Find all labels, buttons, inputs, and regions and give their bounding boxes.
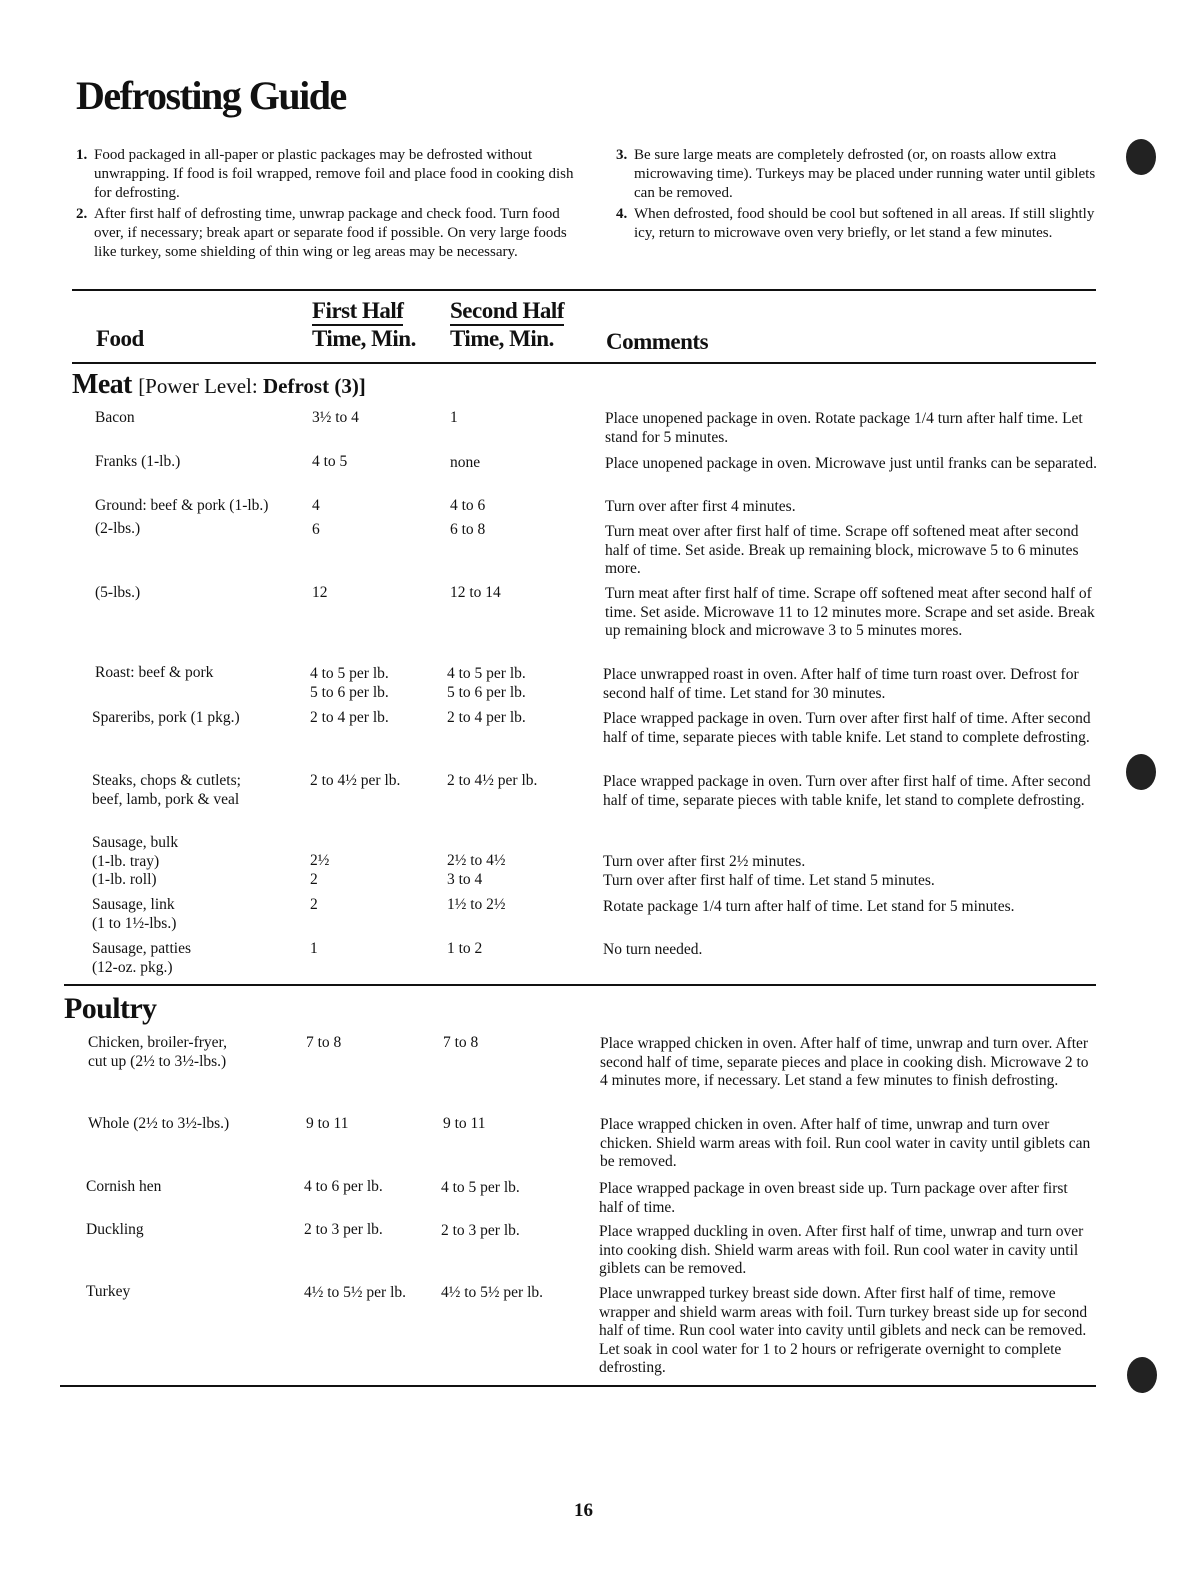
- meat-comment: No turn needed.: [603, 941, 703, 958]
- meat-second-half: 2½ to 4½ 3 to 4: [447, 852, 506, 888]
- poultry-comment: Place wrapped duckling in oven. After first half of time, unwrap and turn over into cooking dish. Shield warm areas with foil. Run cool water in cavity until giblets can be removed.: [599, 1223, 1084, 1277]
- meat-second-half: 2 to 4½ per lb.: [447, 772, 538, 789]
- poultry-food: Chicken, broiler-fryer, cut up (2½ to 3½-lbs.): [88, 1034, 227, 1070]
- poultry-food: Duckling: [86, 1221, 144, 1238]
- meat-second-half: 12 to 14: [450, 584, 501, 601]
- instruction-text: When defrosted, food should be cool but softened in all areas. If still slightly icy, return to microwave oven very briefly, or let stand a few minutes.: [634, 206, 1095, 241]
- meat-food: Steaks, chops & cutlets; beef, lamb, pork & veal: [92, 772, 241, 808]
- instructions-right: [616, 146, 1111, 245]
- meat-food: Spareribs, pork (1 pkg.): [92, 709, 240, 726]
- poultry-comment: Place wrapped package in oven breast side up. Turn package over after first half of time.: [599, 1180, 1068, 1216]
- punch-hole-icon: [1126, 139, 1156, 175]
- power-level: [138, 374, 366, 398]
- divider-rule: [60, 1385, 1096, 1387]
- meat-first-half: 4 to 5: [312, 453, 348, 470]
- meat-first-half: 2½ 2: [310, 852, 330, 888]
- column-header-first-bottom: Time, Min.: [312, 326, 416, 351]
- page-title: Defrosting Guide: [76, 73, 346, 118]
- instruction-item: [616, 146, 1111, 203]
- instruction-number: 4.: [616, 206, 628, 222]
- meat-food: Bacon: [95, 409, 135, 426]
- instruction-number: 1.: [76, 147, 88, 163]
- poultry-first-half: 7 to 8: [306, 1034, 342, 1051]
- poultry-second-half: 2 to 3 per lb.: [441, 1222, 520, 1239]
- meat-comment: Turn over after first 2½ minutes. Turn over after first half of time. Let stand 5 minutes.: [603, 853, 935, 889]
- poultry-first-half: 4 to 6 per lb.: [304, 1178, 383, 1195]
- meat-comment: Place unwrapped roast in oven. After half of time turn roast over. Defrost for second half of time. Let stand for 30 minutes.: [603, 666, 1079, 702]
- meat-second-half: 1: [450, 409, 458, 426]
- meat-second-half: 1½ to 2½: [447, 896, 506, 913]
- divider-rule: [72, 362, 1096, 364]
- poultry-first-half: 2 to 3 per lb.: [304, 1221, 383, 1238]
- column-header-second-top: Second Half: [450, 298, 564, 326]
- meat-food: Sausage, link (1 to 1½-lbs.): [92, 896, 177, 932]
- divider-rule: [72, 289, 1096, 291]
- poultry-comment: Place unwrapped turkey breast side down. After first half of time, remove wrapper and shield warm areas with foil. Turn turkey breast side up for second half of time. Run cool water into cavity until giblets and neck can be removed. Let soak in cool water for 1 to 2 hours or refrigerate overnight to complete defrosting.: [599, 1285, 1088, 1376]
- instruction-number: 3.: [616, 147, 628, 163]
- meat-second-half: 6 to 8: [450, 521, 486, 538]
- instruction-number: 2.: [76, 206, 88, 222]
- meat-first-half: 2 to 4½ per lb.: [310, 772, 401, 789]
- poultry-second-half: 4½ to 5½ per lb.: [441, 1284, 544, 1301]
- column-header-food: Food: [96, 326, 144, 351]
- poultry-comment: Place wrapped chicken in oven. After half of time, unwrap and turn over. After second half of time, separate pieces and place in cooking dish. Microwave 2 to 4 minutes more, if necessary. Let stand a few minutes to finish defrosting.: [600, 1035, 1089, 1089]
- divider-rule: [64, 984, 1096, 986]
- meat-food: Sausage, patties (12-oz. pkg.): [92, 940, 192, 976]
- meat-comment: Place unopened package in oven. Microwave just until franks can be separated.: [605, 455, 1097, 472]
- meat-first-half: 1: [310, 940, 318, 957]
- poultry-food: Cornish hen: [86, 1178, 162, 1195]
- column-header-first-top: First Half: [312, 298, 403, 326]
- meat-second-half: 1 to 2: [447, 940, 483, 957]
- meat-second-half: none: [450, 454, 481, 471]
- section-title-poultry: Poultry: [64, 992, 157, 1025]
- meat-comment: Place unopened package in oven. Rotate package 1/4 turn after half time. Let stand for 5 minutes.: [605, 410, 1083, 446]
- column-header-first-half: [312, 298, 416, 352]
- instructions-left: [76, 146, 576, 264]
- meat-comment: Place wrapped package in oven. Turn over after first half of time. After second half of time, separate pieces with table knife, let stand to complete defrosting.: [603, 773, 1091, 809]
- instruction-text: Be sure large meats are completely defrosted (or, on roasts allow extra microwaving time). Turkeys may be placed under running water until giblets can be removed.: [634, 147, 1096, 201]
- poultry-food: Turkey: [86, 1283, 131, 1300]
- poultry-first-half: 4½ to 5½ per lb.: [304, 1284, 407, 1301]
- column-header-comments: Comments: [606, 329, 709, 354]
- meat-comment: Rotate package 1/4 turn after half of time. Let stand for 5 minutes.: [603, 898, 1015, 915]
- meat-title: Meat: [72, 369, 132, 400]
- punch-hole-icon: [1127, 1357, 1157, 1393]
- meat-food: (2-lbs.): [95, 520, 141, 537]
- poultry-comment: Place wrapped chicken in oven. After half of time, unwrap and turn over chicken. Shield warm areas with foil. Run cool water in cavity until giblets can be removed.: [600, 1116, 1091, 1170]
- meat-comment: Turn meat after first half of time. Scrape off softened meat after second half of time. Set aside. Microwave 11 to 12 minutes more. Scrape and set aside. Break up remaining block and microwave 3 to 5 minutes mores.: [605, 585, 1095, 639]
- meat-first-half: 6: [312, 521, 320, 538]
- meat-comment: Turn over after first 4 minutes.: [605, 498, 796, 515]
- poultry-first-half: 9 to 11: [306, 1115, 349, 1132]
- instruction-text: After first half of defrosting time, unwrap package and check food. Turn food over, if necessary; break apart or separate food if possible. On very large foods like turkey, some shielding of thin wing or leg areas may be necessary.: [94, 206, 567, 260]
- meat-food: Franks (1-lb.): [95, 453, 181, 470]
- instruction-item: [76, 146, 576, 203]
- power-level-label: [Power Level:: [138, 374, 263, 398]
- meat-comment: Turn meat over after first half of time. Scrape off softened meat after second half of time. Set aside. Break up remaining block, microwave 5 to 6 minutes more.: [605, 523, 1079, 577]
- meat-first-half: 3½ to 4: [312, 409, 359, 426]
- meat-first-half: 2 to 4 per lb.: [310, 709, 389, 726]
- meat-food: Ground: beef & pork (1-lb.): [95, 497, 269, 514]
- meat-first-half: 2: [310, 896, 318, 913]
- meat-second-half: 2 to 4 per lb.: [447, 709, 526, 726]
- poultry-second-half: 4 to 5 per lb.: [441, 1179, 520, 1196]
- instruction-item: [76, 205, 576, 262]
- meat-food: (5-lbs.): [95, 584, 141, 601]
- meat-comment: Place wrapped package in oven. Turn over after first half of time. After second half of time, separate pieces with table knife. Let stand to complete defrosting.: [603, 710, 1091, 746]
- poultry-second-half: 9 to 11: [443, 1115, 486, 1132]
- page-number: 16: [574, 1500, 593, 1521]
- meat-first-half: 4 to 5 per lb. 5 to 6 per lb.: [310, 665, 389, 701]
- instruction-text: Food packaged in all-paper or plastic packages may be defrosted without unwrapping. If food is foil wrapped, remove foil and place food in cooking dish for defrosting.: [94, 147, 574, 201]
- section-title-meat: [72, 369, 366, 401]
- punch-hole-icon: [1126, 754, 1156, 790]
- poultry-food: Whole (2½ to 3½-lbs.): [88, 1115, 230, 1132]
- meat-second-half: 4 to 5 per lb. 5 to 6 per lb.: [447, 665, 526, 701]
- meat-second-half: 4 to 6: [450, 497, 486, 514]
- meat-food: Roast: beef & pork: [95, 664, 214, 681]
- power-level-value: Defrost (3)]: [262, 374, 366, 398]
- meat-food: Sausage, bulk (1-lb. tray) (1-lb. roll): [92, 834, 179, 888]
- poultry-second-half: 7 to 8: [443, 1034, 479, 1051]
- instruction-item: [616, 205, 1111, 243]
- meat-first-half: 12: [312, 584, 328, 601]
- meat-first-half: 4: [312, 497, 320, 514]
- column-header-second-bottom: Time, Min.: [450, 326, 554, 351]
- column-header-second-half: [450, 298, 564, 352]
